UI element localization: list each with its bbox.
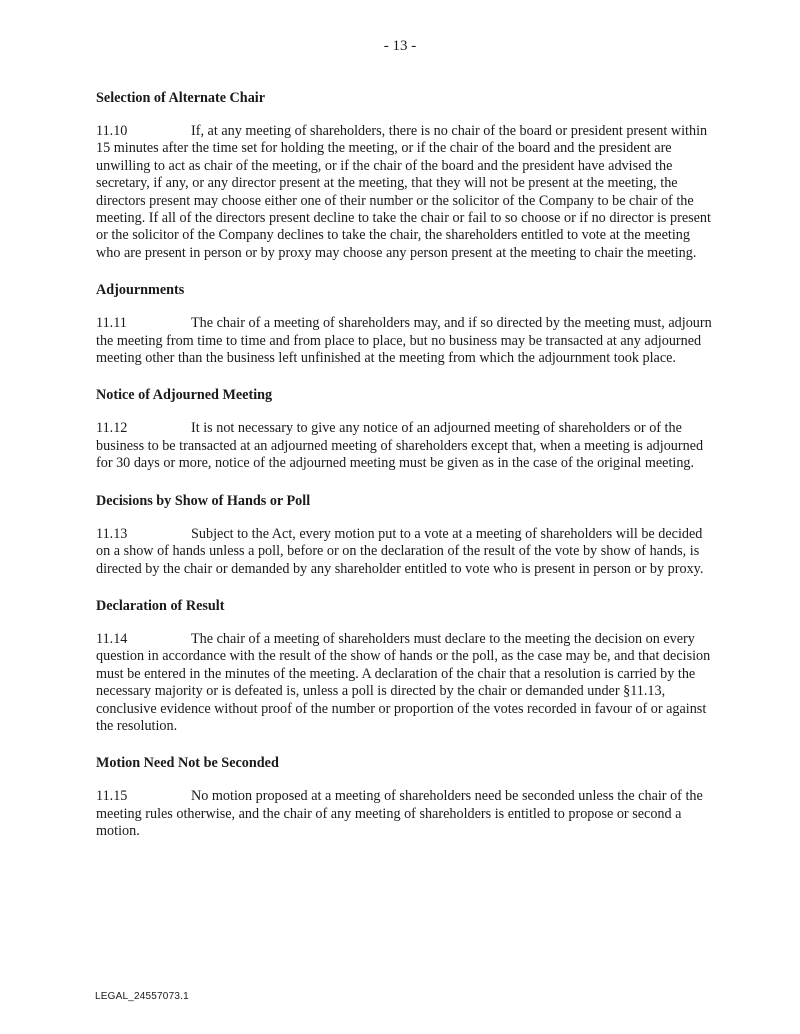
- document-reference: LEGAL_24557073.1: [95, 991, 189, 1002]
- section-paragraph-11-14: [96, 631, 716, 735]
- section-number: 11.11: [96, 315, 127, 332]
- section-text: The chair of a meeting of shareholders must declare to the meeting the decision on every question in accordance with the result of the show of hands or the poll, as the case may be, and that decision must be entered in the minutes of the meeting. A declaration of the chair that a resolution is carried by the necessary majority or is defeated is, unless a poll is directed by the chair or demanded under §11.13, conclusive evidence without proof of the number or proportion of the votes recorded in favour of or against the resolution.: [96, 630, 711, 734]
- section-paragraph-11-11: [96, 315, 716, 367]
- section-paragraph-11-10: [96, 123, 716, 262]
- section-text: No motion proposed at a meeting of shareholders need be seconded unless the chair of the meeting rules otherwise, and the chair of any meeting of shareholders is entitled to propose or second a motion.: [96, 788, 703, 840]
- section-heading-notice-adjourned: Notice of Adjourned Meeting: [96, 387, 273, 404]
- section-number: 11.12: [96, 420, 128, 437]
- section-number: 11.14: [96, 630, 128, 647]
- section-text: It is not necessary to give any notice of an adjourned meeting of shareholders or of the business to be transacted at an adjourned meeting of shareholders except that, when a meeting is adjourned for 30 days or more, notice of the adjourned meeting must be given as in the case of the original meeting.: [96, 420, 704, 472]
- section-heading-decisions: Decisions by Show of Hands or Poll: [96, 492, 311, 509]
- page-number: - 13 -: [383, 38, 417, 54]
- section-paragraph-11-12: [96, 420, 716, 472]
- section-number: 11.10: [96, 123, 128, 139]
- section-text: If, at any meeting of shareholders, there is no chair of the board or president present within 15 minutes after the time set for holding the meeting, or if the chair of the board and the president are unwilling to act as chair of the meeting, or if the chair of the board and the president have advised the secretary, if any, or any director present at the meeting, that they will not be present at the meeting, the directors present may choose either one of their number or the solicitor of the Company to be chair of the meeting. If all of the directors present decline to take the chair or fail to so choose or if no director is present or the solicitor of the Company declines to take the chair, the shareholders entitled to vote at the meeting who are present in person or by proxy may choose any person present at the meeting to chair the meeting.: [96, 123, 711, 261]
- section-paragraph-11-13: [96, 526, 716, 578]
- section-paragraph-11-15: [96, 788, 716, 840]
- section-heading-alternate-chair: Selection of Alternate Chair: [96, 90, 266, 106]
- document-body: [96, 90, 716, 861]
- section-heading-declaration: Declaration of Result: [96, 597, 225, 614]
- section-heading-motion: Motion Need Not be Seconded: [96, 755, 279, 772]
- section-text: Subject to the Act, every motion put to a vote at a meeting of shareholders will be decided on a show of hands unless a poll, before or on the declaration of the result of the vote by show of hands, is directed by the chair or demanded by any shareholder entitled to vote who is present in person or by proxy.: [96, 525, 704, 577]
- section-number: 11.13: [96, 525, 128, 542]
- section-number: 11.15: [96, 788, 128, 805]
- section-text: The chair of a meeting of shareholders may, and if so directed by the meeting must, adjourn the meeting from time to time and from place to place, but no business may be transacted at any adjourned meeting other than the business left unfinished at the meeting from which the adjournment took place.: [96, 315, 712, 367]
- section-heading-adjournments: Adjournments: [96, 282, 185, 299]
